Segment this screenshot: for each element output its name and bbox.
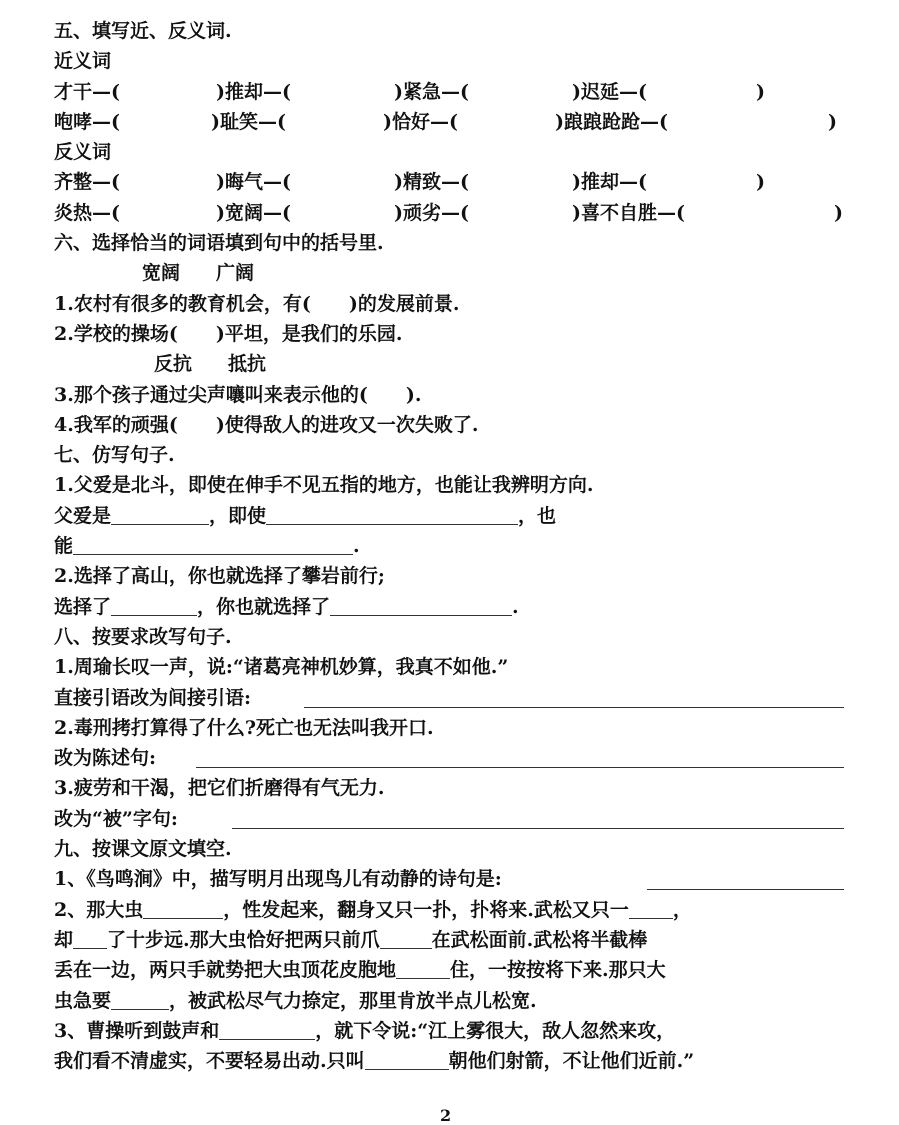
prompt-text: 改为陈述句: [54,747,157,770]
section-7-title: 七、仿写句子. [54,444,175,467]
recall-line-6 [54,1016,854,1046]
prompt-text: ， [672,898,692,921]
rewrite-sentence-1: 1.周瑜长叹一声，说:“诸葛亮神机妙算，我真不如他.” [54,656,509,679]
prompt-text: 住，一按按将下来.那只大 [450,959,666,982]
prompt-text: 改为“被”字句: [54,807,178,830]
synonym-item: 才干—( [54,80,120,103]
antonym-row-1 [54,167,854,197]
prompt-text: . [512,595,519,618]
synonym-row-1 [54,77,854,107]
antonym-item: )顽劣—( [394,201,469,224]
antonym-label: 反义词 [54,141,112,164]
prompt-text: 在武松面前.武松将半截棒 [431,928,648,951]
synonym-row-2 [54,107,854,137]
antonym-item: )精致—( [394,171,469,194]
rewrite-prompt-3 [54,804,854,834]
recall-line-3 [54,925,854,955]
model-sentence-1: 1.父爱是北斗，即使在伸手不见五指的地方，也能让我辨明方向. [54,474,594,497]
synonym-item: ) [828,110,837,133]
antonym-item: )推却—( [572,171,647,194]
synonym-item: 咆哮—( [54,110,120,133]
answer-blank[interactable] [330,595,512,616]
synonym-item: )迟延—( [572,80,647,103]
synonym-item: )耻笑—( [211,110,286,133]
prompt-text: 朝他们射箭，不让他们近前.” [448,1050,695,1073]
answer-blank[interactable] [380,928,432,949]
answer-blank[interactable] [304,707,844,708]
page-number: 2 [440,1106,452,1125]
prompt-text: 丢在一边，两只手就势把大虫顶花皮胞地 [54,959,397,982]
prompt-text: ，也 [518,504,557,527]
rewrite-prompt-1 [54,683,854,713]
recall-line-1 [54,864,854,894]
answer-blank[interactable] [647,889,844,890]
prompt-text: 1、《鸟鸣涧》中，描写明月出现鸟儿有动静的诗句是: [54,868,502,891]
prompt-text: 了十步远.那大虫恰好把两只前爪 [107,928,380,951]
prompt-text: ，就下令说:“江上雾很大，敌人忽然来攻， [315,1019,676,1042]
answer-blank[interactable] [232,828,844,829]
prompt-text: 能 [54,535,74,558]
synonym-item: )推却—( [216,80,291,103]
recall-line-4 [54,955,854,985]
question-4: 4.我军的顽强( )使得敌人的进攻又一次失败了. [54,413,479,436]
section-9-title: 九、按课文原文填空. [54,838,232,861]
answer-blank[interactable] [396,958,450,979]
model-sentence-2: 2.选择了高山，你也就选择了攀岩前行; [54,565,385,588]
prompt-text: 2、那大虫 [54,898,144,921]
recall-line-5 [54,986,854,1016]
answer-blank[interactable] [73,928,107,949]
question-3: 3.那个孩子通过尖声嚷叫来表示他的( ). [54,383,422,406]
recall-line-7 [54,1046,854,1076]
section-6-title: 六、选择恰当的词语填到句中的括号里. [54,232,384,255]
prompt-text: 我们看不清虚实，不要轻易出动.只叫 [54,1050,365,1073]
worksheet-page [54,16,854,1076]
word-choice-2 [54,349,854,379]
antonym-item: 炎热—( [54,201,120,224]
prompt-text: 虫急要 [54,989,112,1012]
prompt-text: ，被武松尽气力捺定，那里肯放半点儿松宽. [169,989,537,1012]
section-8-title: 八、按要求改写句子. [54,625,232,648]
answer-blank[interactable] [219,1019,315,1040]
synonym-item: )踉踉跄跄—( [555,110,668,133]
word-option: 抵抗 [228,353,267,376]
antonym-item: ) [834,201,843,224]
prompt-text: 父爱是 [54,504,112,527]
answer-blank[interactable] [266,504,518,525]
answer-blank[interactable] [365,1049,449,1070]
answer-blank[interactable] [111,989,169,1010]
prompt-text: 3、曹操听到鼓声和 [54,1019,220,1042]
answer-blank[interactable] [111,504,209,525]
word-option: 反抗 [154,353,193,376]
recall-line-2 [54,895,854,925]
antonym-item: )喜不自胜—( [572,201,685,224]
imitation-line-3 [54,592,854,622]
answer-blank[interactable] [73,534,353,555]
question-2: 2.学校的操场( )平坦，是我们的乐园. [54,322,403,345]
answer-blank[interactable] [196,767,844,768]
word-option: 宽阔 [142,262,181,285]
rewrite-sentence-3: 3.疲劳和干渴，把它们折磨得有气无力. [54,777,385,800]
synonym-item: ) [756,80,765,103]
prompt-text: ，即使 [209,504,267,527]
prompt-text: ，性发起来，翻身又只一扑，扑将来.武松又只一 [223,898,629,921]
antonym-row-2 [54,198,854,228]
question-1: 1.农村有很多的教育机会，有( )的发展前景. [54,292,460,315]
answer-blank[interactable] [629,898,673,919]
prompt-text: ，你也就选择了 [197,595,331,618]
section-5-title: 五、填写近、反义词. [54,20,232,42]
answer-blank[interactable] [143,898,223,919]
synonym-item: )恰好—( [383,110,458,133]
synonym-item: )紧急—( [394,80,469,103]
antonym-item: 齐整—( [54,171,120,194]
imitation-line-1 [54,501,854,531]
antonym-item: )宽阔—( [216,201,291,224]
synonym-label: 近义词 [54,50,112,73]
imitation-line-2 [54,531,854,561]
answer-blank[interactable] [111,595,197,616]
word-choice-1 [54,258,854,288]
prompt-text: 却 [54,928,74,951]
antonym-item: ) [756,171,765,194]
antonym-item: )晦气—( [216,171,291,194]
prompt-text: 选择了 [54,595,112,618]
rewrite-sentence-2: 2.毒刑拷打算得了什么?死亡也无法叫我开口. [54,716,434,739]
word-option: 广阔 [216,262,255,285]
prompt-text: . [353,535,360,558]
prompt-text: 直接引语改为间接引语: [54,686,252,709]
rewrite-prompt-2 [54,743,854,773]
